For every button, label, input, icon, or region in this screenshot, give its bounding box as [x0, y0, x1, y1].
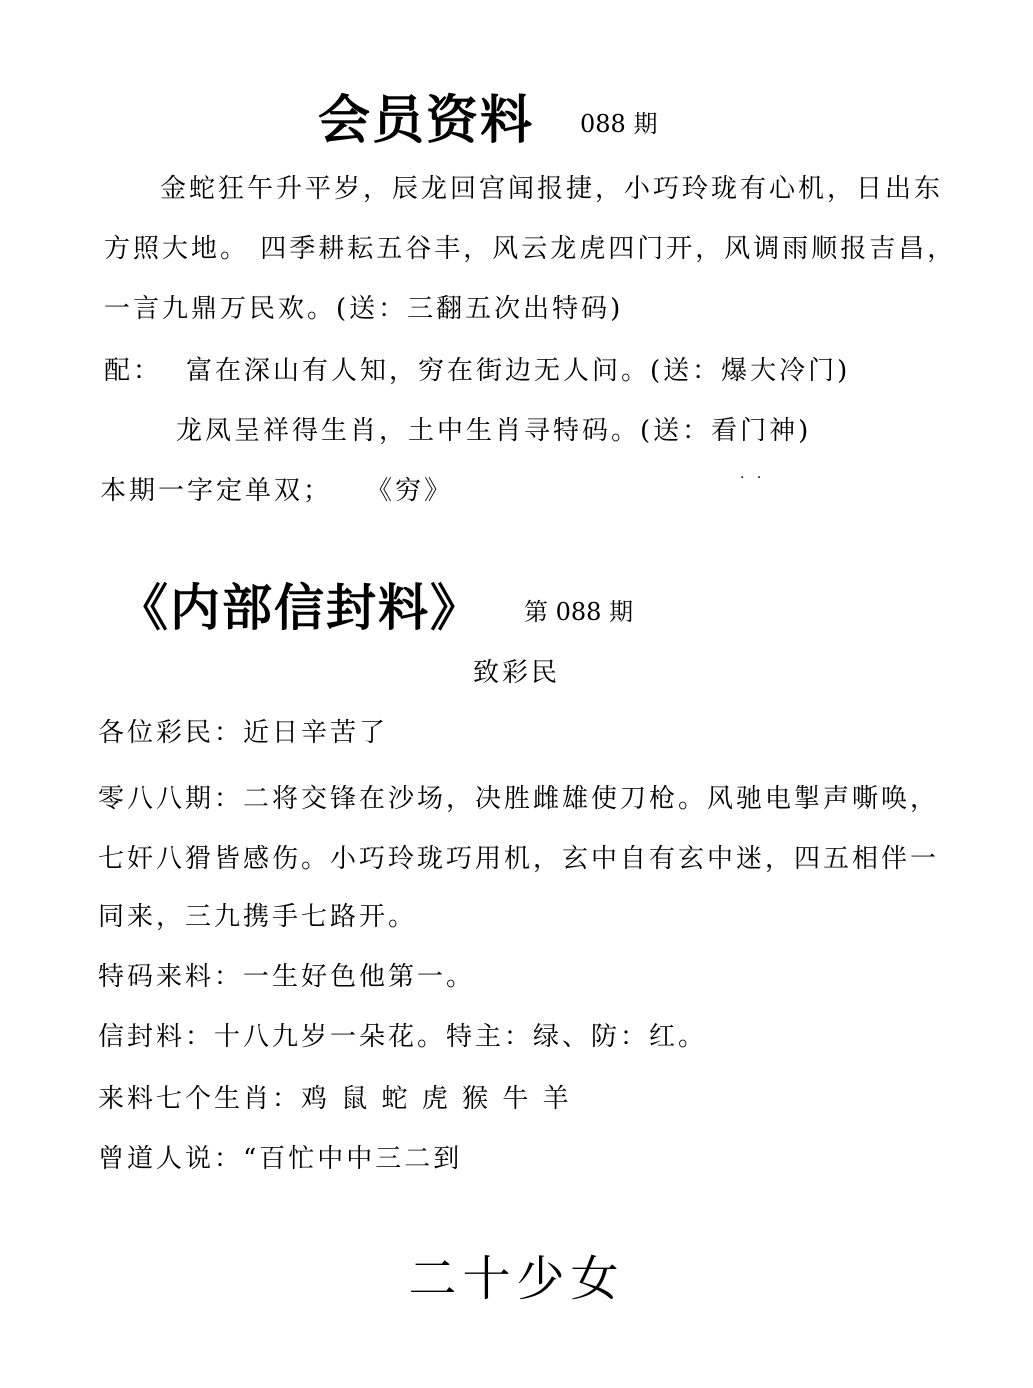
zodiac-line: 来料七个生肖：鸡 鼠 蛇 虎 猴 牛 羊: [98, 1084, 572, 1114]
pair-line-2: 龙凤呈祥得生肖，土中生肖寻特码。(送：看门神): [176, 416, 812, 446]
envelope-line-2: 七奸八猾皆感伤。小巧玲珑巧用机，玄中自有玄中迷，四五相伴一: [98, 844, 940, 874]
single-double-line: 本期一字定单双；: [100, 476, 333, 506]
envelope-material-line: 信封料：十八九岁一朵花。特主：绿、防：红。: [98, 1022, 708, 1052]
saying-line: 曾道人说：“百忙中中三二到: [98, 1144, 463, 1174]
pair-label: 配：: [104, 356, 163, 386]
envelope-title: 《内部信封料》: [118, 578, 482, 637]
final-phrase: 二十少女: [408, 1251, 625, 1307]
member-info-title: 会员资料: [318, 90, 535, 151]
envelope-subtitle: 致彩民: [472, 658, 560, 688]
envelope-issue: 第 088 期: [524, 598, 634, 626]
pair-line-1: 富在深山有人知，穷在街边无人问。(送：爆大冷门): [186, 356, 851, 386]
member-info-issue: 088 期: [580, 110, 658, 138]
poem-line-1: 金蛇狂午升平岁，辰龙回宫闻报捷，小巧玲珑有心机，日出东: [160, 174, 944, 204]
scan-dots: · ·: [740, 470, 766, 486]
greeting-line: 各位彩民：近日辛苦了: [98, 718, 389, 748]
poem-line-2: 方照大地。 四季耕耘五谷丰，风云龙虎四门开，风调雨顺报吉昌，: [104, 234, 957, 264]
poem-line-3: 一言九鼎万民欢。(送：三翻五次出特码): [104, 294, 624, 324]
special-code-line: 特码来料：一生好色他第一。: [98, 962, 476, 992]
envelope-line-3: 同来，三九携手七路开。: [98, 902, 418, 932]
single-double-char: 《穷》: [366, 476, 454, 506]
envelope-line-1: 零八八期：二将交锋在沙场，决胜雌雄使刀枪。风驰电掣声嘶唤，: [98, 784, 940, 814]
